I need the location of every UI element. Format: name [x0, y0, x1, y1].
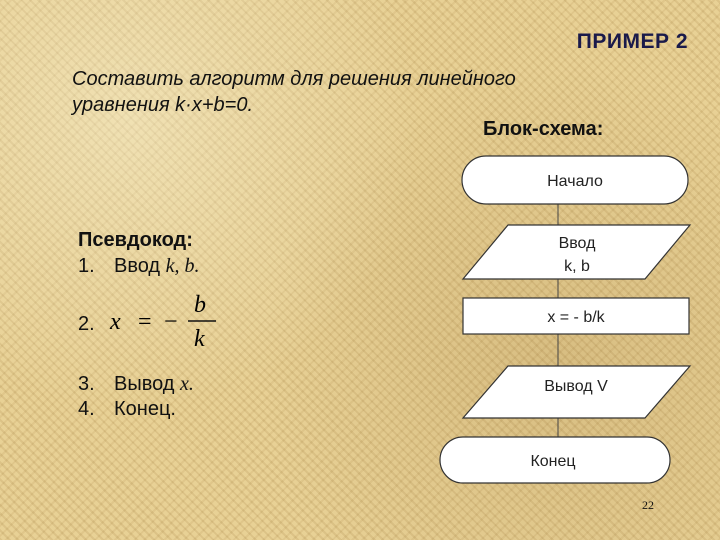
end-terminator-label: Конец [530, 453, 576, 470]
formula-denominator: k [194, 326, 205, 352]
formula-lhs: x [110, 309, 121, 335]
step-number: 1. [78, 255, 95, 277]
start-terminator-label: Начало [547, 173, 603, 190]
step-text: Конец. [114, 398, 176, 420]
pseudocode-heading: Псевдокод: [78, 229, 193, 251]
formula-numerator: b [194, 292, 206, 318]
step-number: 3. [78, 373, 95, 395]
task-line-1: Составить алгоритм для решения линейного [72, 68, 516, 90]
input-label-line-1: Ввод [558, 235, 596, 252]
step-text: Ввод [114, 255, 166, 277]
step-math: k, b. [165, 255, 200, 277]
end-terminator [440, 437, 670, 483]
step-math: x. [180, 373, 194, 395]
start-terminator [462, 156, 688, 204]
page-number: 22 [642, 498, 654, 512]
input-label-line-2: k, b [564, 258, 590, 275]
step-number: 4. [78, 398, 95, 420]
task-line-2: уравнения k·x+b=0. [72, 94, 254, 116]
formula-equals: = [138, 309, 152, 335]
step-text: Вывод [114, 373, 181, 395]
step-number: 2. [78, 313, 95, 335]
process-block-label: x = - b/k [547, 309, 605, 326]
process-block [463, 298, 689, 334]
slide-title: ПРИМЕР 2 [576, 30, 688, 53]
flowchart-heading: Блок-схема: [483, 118, 604, 140]
output-parallelogram [463, 366, 690, 418]
input-parallelogram [463, 225, 690, 279]
formula-minus: − [164, 309, 178, 335]
output-label: Вывод V [544, 378, 608, 395]
